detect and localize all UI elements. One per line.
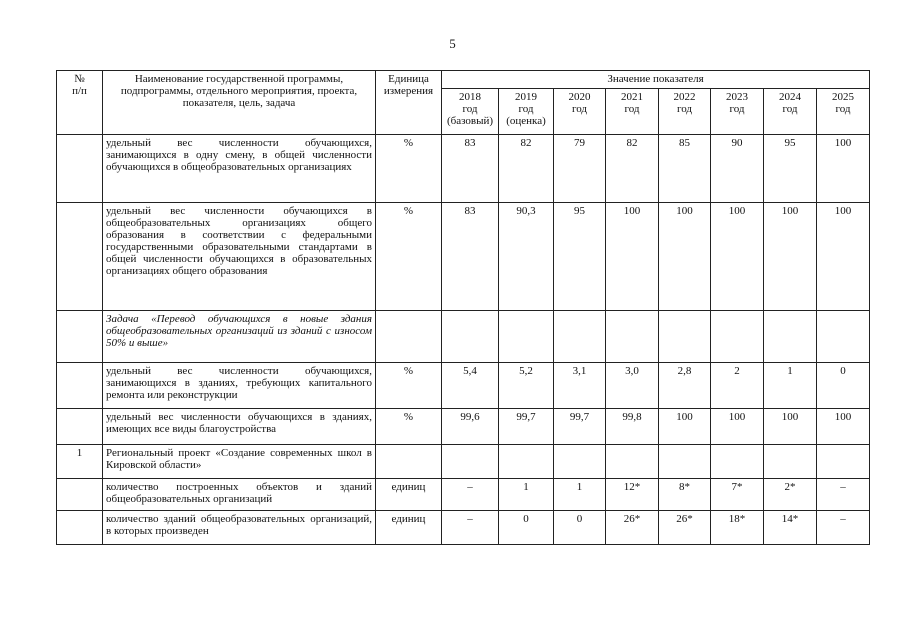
value-cell: 2	[711, 363, 764, 409]
indicator-name: количество зданий общеобразовательных организаций, в которых произведен	[103, 511, 376, 545]
value-cell: 79	[554, 135, 606, 203]
page-number: 5	[449, 36, 456, 51]
value-cell	[764, 445, 817, 479]
value-cell: 1	[554, 479, 606, 511]
header-year: 2025 год	[817, 89, 870, 135]
value-cell: 82	[606, 135, 659, 203]
indicator-name: Задача «Перевод обучающихся в новые здания общеобразовательных организаций из зданий с износом 50% и выше»	[103, 311, 376, 363]
unit-cell: единиц	[376, 479, 442, 511]
table-row	[57, 135, 870, 203]
value-cell	[606, 311, 659, 363]
value-cell: 0	[499, 511, 554, 545]
value-cell: 7*	[711, 479, 764, 511]
unit-cell: единиц	[376, 511, 442, 545]
value-cell: 100	[817, 135, 870, 203]
value-cell	[764, 311, 817, 363]
header-name: Наименование государственной программы, подпрограммы, отдельного мероприятия, проекта, показателя, цель, задача	[103, 71, 376, 135]
value-cell	[442, 445, 499, 479]
value-cell: 100	[817, 409, 870, 445]
value-cell: 95	[554, 203, 606, 311]
header-year: 2018 год (базовый)	[442, 89, 499, 135]
value-cell: 100	[606, 203, 659, 311]
value-cell	[817, 445, 870, 479]
value-cell: 90,3	[499, 203, 554, 311]
table-row	[57, 445, 870, 479]
header-year: 2021 год	[606, 89, 659, 135]
indicator-name: удельный вес численности обучающихся в общеобразовательных организациях общего образования в соответствии с федеральными государственными образовательными стандартами в общей численности обучающихся в образовательных организациях общего образования	[103, 203, 376, 311]
table-row	[57, 311, 870, 363]
value-cell: –	[442, 479, 499, 511]
value-cell: 100	[764, 409, 817, 445]
value-cell: 8*	[659, 479, 711, 511]
value-cell: 5,4	[442, 363, 499, 409]
value-cell: 1	[764, 363, 817, 409]
value-cell	[442, 311, 499, 363]
value-cell	[554, 445, 606, 479]
row-number	[57, 409, 103, 445]
value-cell: 82	[499, 135, 554, 203]
row-number	[57, 511, 103, 545]
table-row	[57, 479, 870, 511]
table-row	[57, 409, 870, 445]
row-number	[57, 479, 103, 511]
header-year: 2024 год	[764, 89, 817, 135]
value-cell: 26*	[659, 511, 711, 545]
value-cell: 12*	[606, 479, 659, 511]
header-year: 2019 год (оценка)	[499, 89, 554, 135]
value-cell: 83	[442, 203, 499, 311]
value-cell: 5,2	[499, 363, 554, 409]
value-cell: 95	[764, 135, 817, 203]
value-cell: –	[817, 511, 870, 545]
value-cell	[499, 445, 554, 479]
header-unit: Единица измерения	[376, 71, 442, 135]
row-number	[57, 363, 103, 409]
value-cell: 0	[554, 511, 606, 545]
value-cell: 3,0	[606, 363, 659, 409]
unit-cell: %	[376, 409, 442, 445]
value-cell: 99,7	[499, 409, 554, 445]
value-cell: 2,8	[659, 363, 711, 409]
header-num: № п/п	[57, 71, 103, 135]
unit-cell: %	[376, 135, 442, 203]
value-cell: 0	[817, 363, 870, 409]
value-cell: 83	[442, 135, 499, 203]
row-number: 1	[57, 445, 103, 479]
value-cell: 85	[659, 135, 711, 203]
value-cell: 18*	[711, 511, 764, 545]
value-cell: 100	[711, 203, 764, 311]
header-values: Значение показателя	[442, 71, 870, 89]
value-cell: 3,1	[554, 363, 606, 409]
value-cell	[606, 445, 659, 479]
value-cell	[711, 445, 764, 479]
value-cell	[499, 311, 554, 363]
indicator-name: Региональный проект «Создание современных школ в Кировской области»	[103, 445, 376, 479]
unit-cell: %	[376, 203, 442, 311]
value-cell: 100	[817, 203, 870, 311]
value-cell	[817, 311, 870, 363]
indicator-name: количество построенных объектов и зданий общеобразовательных организаций	[103, 479, 376, 511]
value-cell: 99,6	[442, 409, 499, 445]
table-row	[57, 363, 870, 409]
value-cell: 14*	[764, 511, 817, 545]
value-cell: 100	[659, 203, 711, 311]
value-cell	[659, 311, 711, 363]
value-cell: 100	[764, 203, 817, 311]
value-cell: 1	[499, 479, 554, 511]
indicator-name: удельный вес численности обучающихся в зданиях, имеющих все виды благоустройства	[103, 409, 376, 445]
indicator-name: удельный вес численности обучающихся, занимающихся в зданиях, требующих капитального ремонта или реконструкции	[103, 363, 376, 409]
unit-cell: %	[376, 363, 442, 409]
value-cell	[554, 311, 606, 363]
value-cell: 100	[659, 409, 711, 445]
value-cell: 26*	[606, 511, 659, 545]
unit-cell	[376, 311, 442, 363]
value-cell: 100	[711, 409, 764, 445]
row-number	[57, 203, 103, 311]
header-year: 2023 год	[711, 89, 764, 135]
unit-cell	[376, 445, 442, 479]
value-cell: 99,8	[606, 409, 659, 445]
value-cell: –	[442, 511, 499, 545]
value-cell: –	[817, 479, 870, 511]
header-year: 2020 год	[554, 89, 606, 135]
table-row	[57, 511, 870, 545]
indicator-table	[56, 70, 870, 545]
value-cell: 2*	[764, 479, 817, 511]
header-year: 2022 год	[659, 89, 711, 135]
table-row	[57, 203, 870, 311]
value-cell: 90	[711, 135, 764, 203]
indicator-name: удельный вес численности обучающихся, занимающихся в одну смену, в общей численности обучающихся в общеобразовательных организациях	[103, 135, 376, 203]
value-cell: 99,7	[554, 409, 606, 445]
row-number	[57, 135, 103, 203]
row-number	[57, 311, 103, 363]
value-cell	[659, 445, 711, 479]
value-cell	[711, 311, 764, 363]
